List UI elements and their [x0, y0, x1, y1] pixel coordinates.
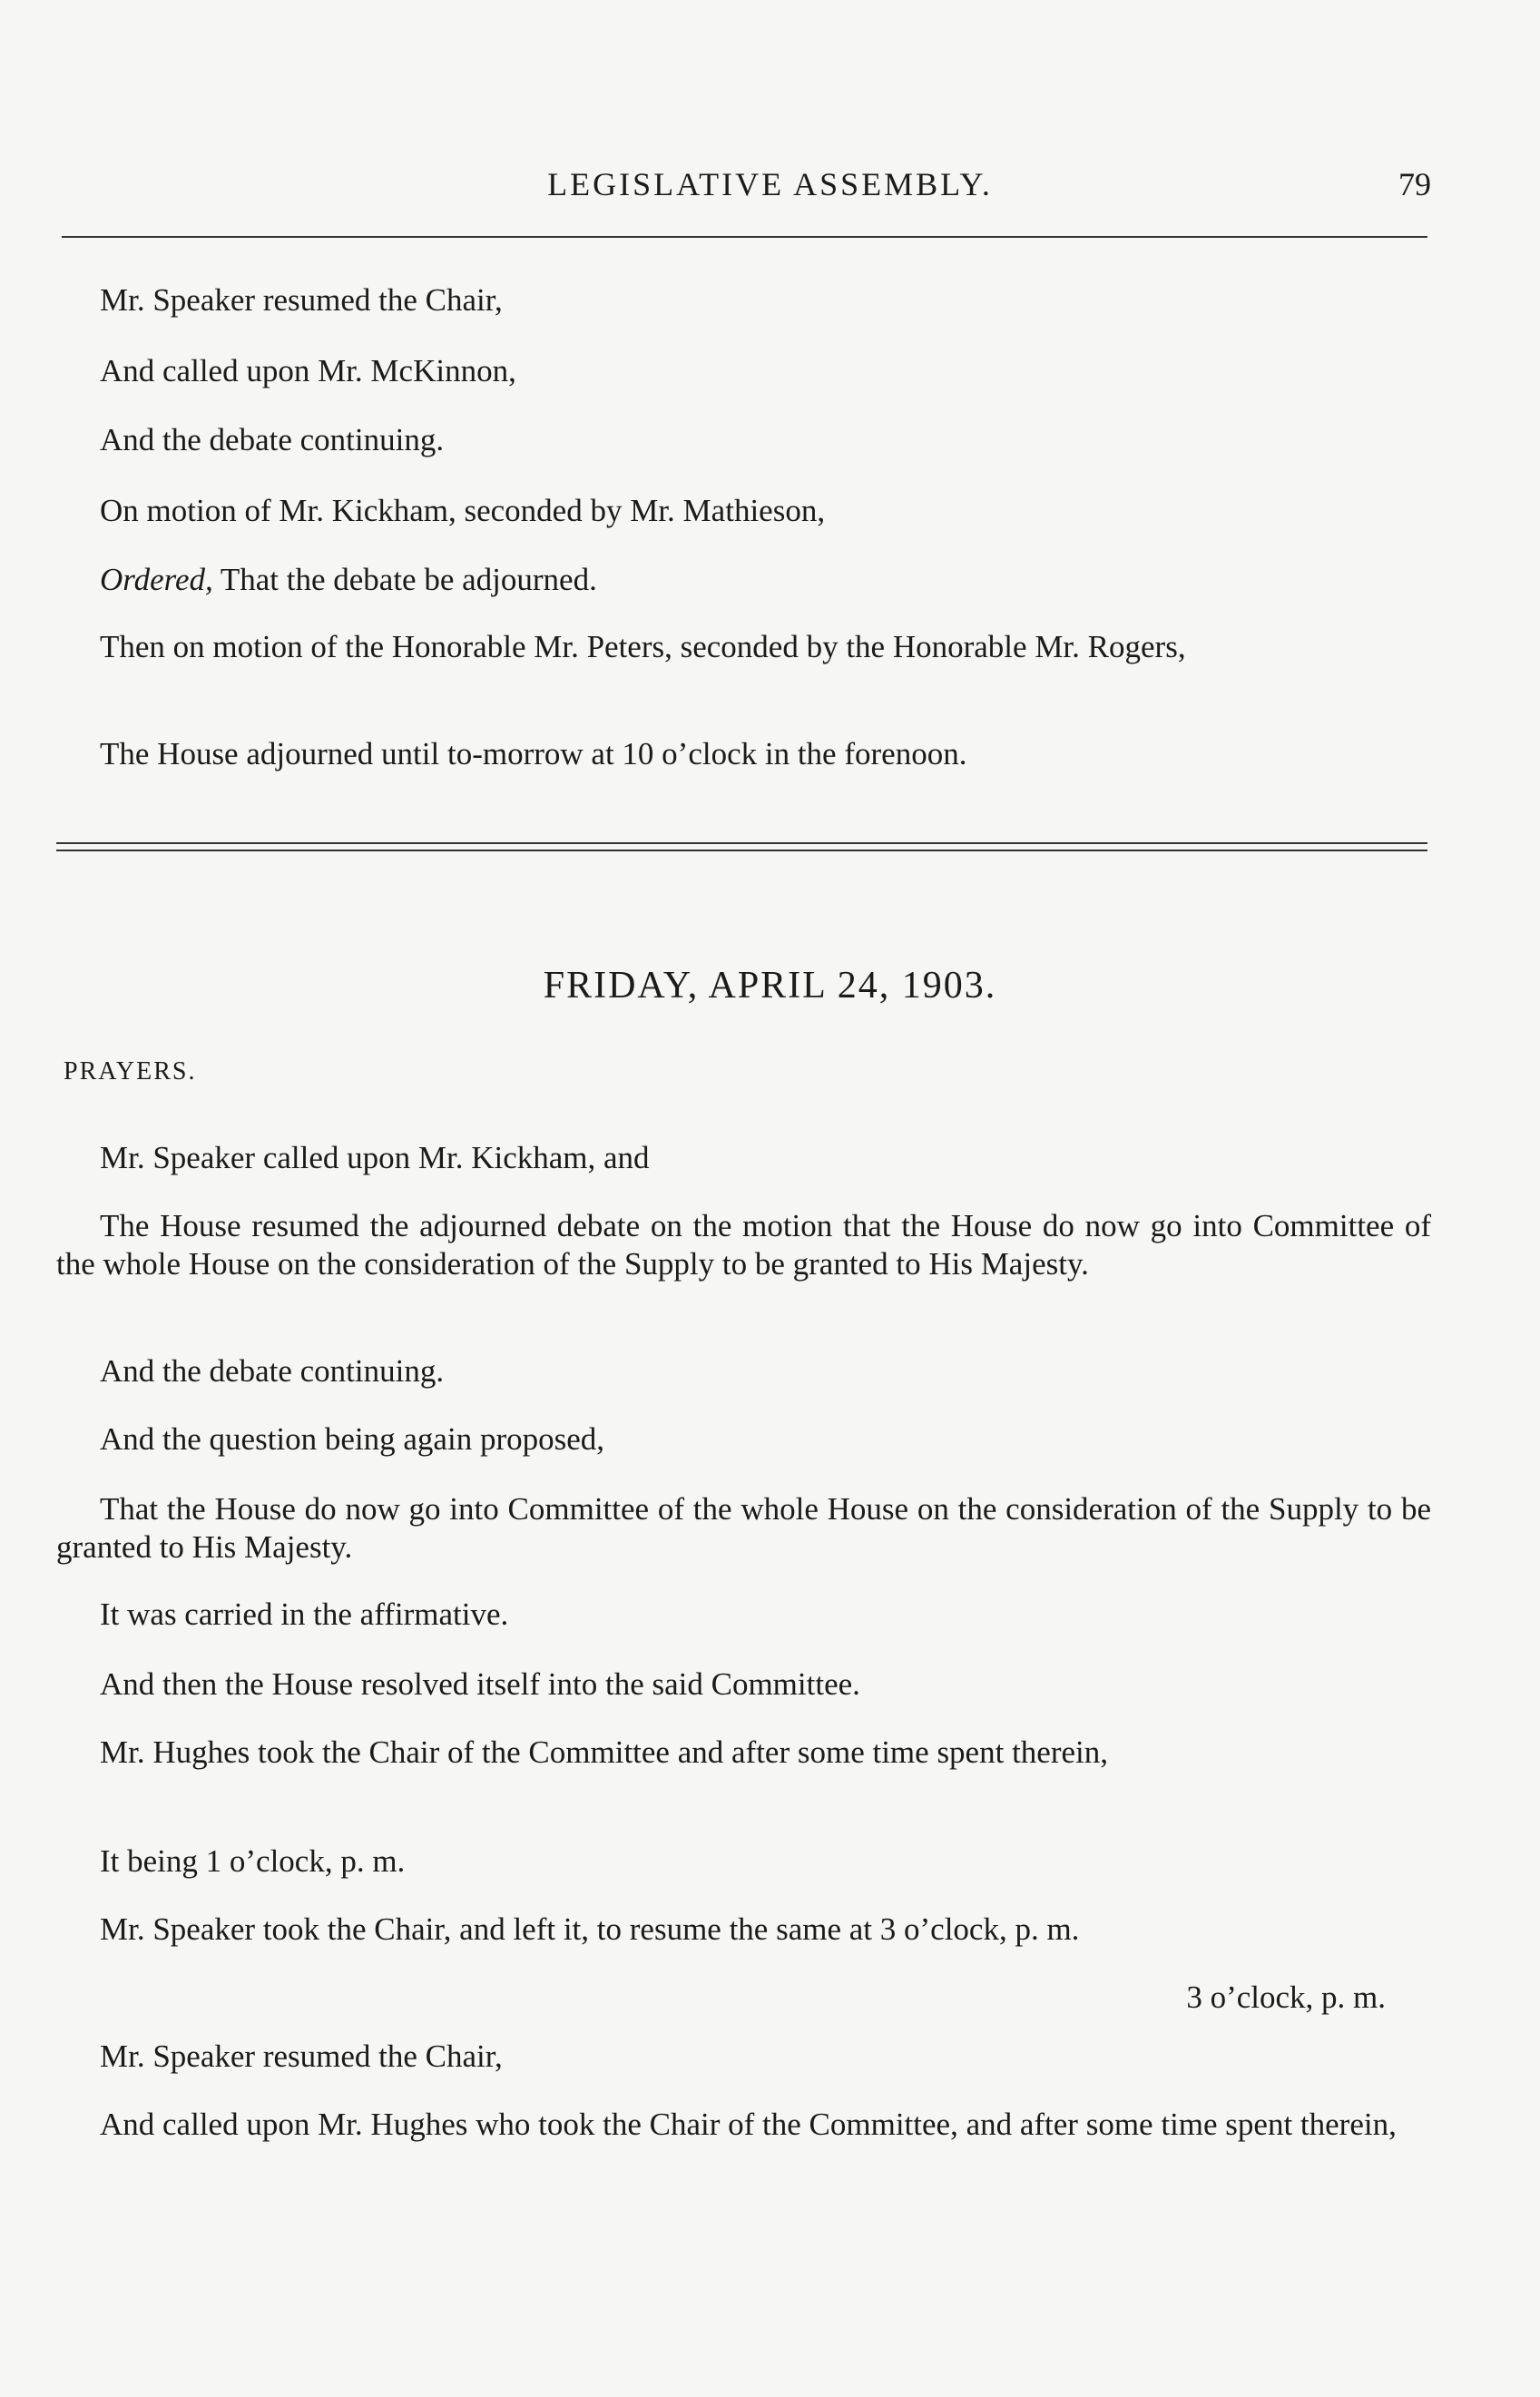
page-number: 79 — [1398, 166, 1431, 202]
paragraph: It being 1 o’clock, p. m. — [100, 1843, 406, 1879]
paragraph: And the question being again proposed, — [100, 1421, 605, 1457]
paragraph: Mr. Hughes took the Chair of the Committee and after some time spent therein, — [100, 1734, 1108, 1770]
paragraph: The House adjourned until to-morrow at 10 o’clock in the forenoon. — [100, 736, 967, 771]
paragraph: Mr. Speaker took the Chair, and left it, to resume the same at 3 o’clock, p. m. — [100, 1911, 1080, 1947]
paragraph: And then the House resolved itself into the said Committee. — [100, 1666, 860, 1702]
paragraph: And called upon Mr. McKinnon, — [100, 353, 516, 388]
paragraph: And called upon Mr. Hughes who took the Chair of the Committee, and after some time spent therein, — [100, 2107, 1397, 2142]
paragraph: On motion of Mr. Kickham, seconded by Mr. Mathieson, — [100, 493, 826, 528]
paragraph: Mr. Speaker called upon Mr. Kickham, and — [100, 1140, 650, 1175]
paragraph: The House resumed the adjourned debate on the motion that the House do now go into Committee of the whole House on the consideration of the Supply to be granted to His Majesty. — [56, 1208, 1431, 1282]
running-head — [0, 165, 1540, 211]
header-rule — [62, 236, 1427, 238]
prayers-label: PRAYERS. — [64, 1057, 197, 1086]
paragraph-ordered — [100, 561, 1429, 599]
ordered-label: Ordered, — [100, 562, 213, 597]
paragraph: And the debate continuing. — [100, 1353, 445, 1389]
running-title: LEGISLATIVE ASSEMBLY. — [547, 166, 993, 202]
ordered-text: That the debate be adjourned. — [212, 562, 597, 597]
paragraph: Then on motion of the Honorable Mr. Peters, seconded by the Honorable Mr. Rogers, — [100, 629, 1186, 664]
paragraph: That the House do now go into Committee of the whole House on the consideration of the Supply to be granted to His Majesty. — [56, 1491, 1431, 1565]
section-divider — [56, 842, 1427, 851]
day-heading: FRIDAY, APRIL 24, 1903. — [543, 965, 997, 1007]
paragraph: And the debate continuing. — [100, 422, 445, 457]
paragraph: Mr. Speaker resumed the Chair, — [100, 282, 503, 318]
paragraph: It was carried in the affirmative. — [100, 1596, 509, 1632]
paragraph: Mr. Speaker resumed the Chair, — [100, 2038, 503, 2074]
time-marker: 3 o’clock, p. m. — [1186, 1979, 1386, 2015]
